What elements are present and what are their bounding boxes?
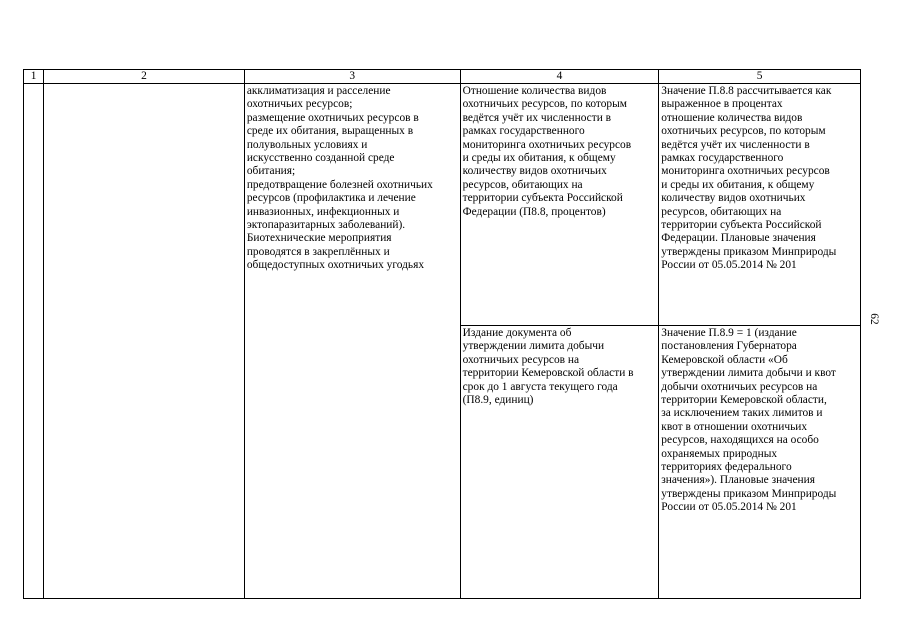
header-col-4: 4 <box>460 70 659 84</box>
value-text: Значение П.8.9 = 1 (издание постановления Губернатора Кемеровской области «Об утверждении лимита добычи и квот добычи охотничьих ресурсов на территории Кемеровской области, за исключением таких лимитов и квот в отношении охотничьих ресурсов, находящихся на особо охраняемых природных территориях федерального значения»). Плановые значения утверждены приказом Минприроды России от 05.05.2014 № 201 <box>661 327 837 514</box>
header-col-2: 2 <box>44 70 245 84</box>
table-header-row <box>24 70 861 84</box>
cell-value <box>659 84 861 326</box>
document-table-container <box>23 69 861 599</box>
document-table <box>23 69 861 599</box>
header-col-1: 1 <box>24 70 44 84</box>
cell-indicator <box>460 326 659 599</box>
indicator-text: Издание документа об утверждении лимита добычи охотничьих ресурсов на территории Кемеровской области в срок до 1 августа текущего года (П8.9, единиц) <box>462 327 634 407</box>
value-text: Значение П.8.8 рассчитывается как выраженное в процентах отношение количества видов охотничьих ресурсов, по которым ведётся учёт их численности в рамках государственного мониторинга охотничьих ресурсов и среды их обитания, к общему количеству видов охотничьих ресурсов, обитающих на территории субъекта Российской Федерации. Плановые значения утверждены приказом Минприроды России от 05.05.2014 № 201 <box>661 85 837 272</box>
table-row <box>24 84 861 326</box>
page-number: 62 <box>868 313 880 325</box>
indicator-text: Отношение количества видов охотничьих ресурсов, по которым ведётся учёт их численности в рамках государственного мониторинга охотничьих ресурсов и среды их обитания, к общему количеству видов охотничьих ресурсов, обитающих на территории субъекта Российской Федерации (П8.8, процентов) <box>462 85 632 218</box>
measures-text: акклиматизация и расселение охотничьих ресурсов; размещение охотничьих ресурсов в среде их обитания, выращенных в полувольных условиях и искусственно созданной среде обитания; предотвращение болезней охотничьих ресурсов (профилактика и лечение инвазионных, инфекционных и эктопаразитарных заболеваний). Биотехнические мероприятия проводятся в закреплённых и общедоступных охотничьих угодьях <box>246 85 433 272</box>
cell-col-2 <box>44 84 245 599</box>
cell-indicator <box>460 84 659 326</box>
cell-value <box>659 326 861 599</box>
header-col-5: 5 <box>659 70 861 84</box>
cell-col-1 <box>24 84 44 599</box>
header-col-3: 3 <box>244 70 460 84</box>
cell-measures <box>244 84 460 599</box>
